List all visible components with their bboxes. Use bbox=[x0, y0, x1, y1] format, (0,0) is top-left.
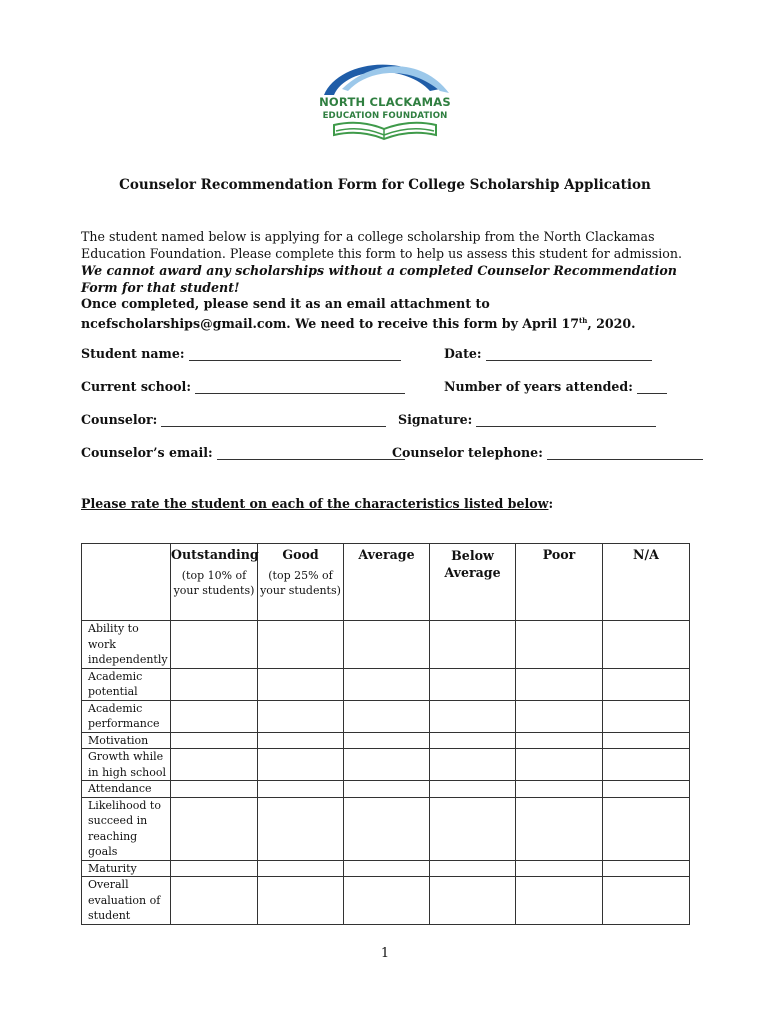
table-row bbox=[82, 797, 690, 860]
signature-label: Signature: bbox=[398, 412, 473, 427]
rating-cell[interactable] bbox=[516, 877, 603, 925]
rating-cell[interactable] bbox=[258, 877, 344, 925]
counselor-line[interactable] bbox=[161, 416, 386, 427]
rating-rows bbox=[82, 621, 690, 925]
rating-cell[interactable] bbox=[516, 732, 603, 749]
rating-cell[interactable] bbox=[603, 668, 690, 700]
counselor-email-label: Counselor’s email: bbox=[81, 445, 213, 460]
rating-cell[interactable] bbox=[430, 621, 516, 669]
rating-cell[interactable] bbox=[603, 621, 690, 669]
current-school-label: Current school: bbox=[81, 379, 191, 394]
criteria-cell: Maturity bbox=[82, 860, 171, 877]
criteria-cell: Growth while in high school bbox=[82, 749, 171, 781]
form-title: Counselor Recommendation Form for College Scholarship Application bbox=[119, 177, 651, 193]
rating-cell[interactable] bbox=[344, 700, 430, 732]
submission-date-end: , 2020. bbox=[587, 316, 636, 331]
rating-cell[interactable] bbox=[603, 749, 690, 781]
rating-cell[interactable] bbox=[258, 749, 344, 781]
signature-field[interactable] bbox=[398, 412, 656, 427]
rating-cell[interactable] bbox=[344, 621, 430, 669]
counselor-telephone-field[interactable] bbox=[392, 445, 703, 460]
current-school-line[interactable] bbox=[195, 383, 405, 394]
rating-cell[interactable] bbox=[171, 860, 258, 877]
rating-cell[interactable] bbox=[171, 797, 258, 860]
logo-text-line1: NORTH CLACKAMAS bbox=[319, 95, 451, 109]
col-label: Outstanding bbox=[171, 547, 259, 562]
counselor-telephone-label: Counselor telephone: bbox=[392, 445, 543, 460]
rating-cell[interactable] bbox=[603, 877, 690, 925]
rating-cell[interactable] bbox=[603, 797, 690, 860]
criteria-cell: Academic potential bbox=[82, 668, 171, 700]
student-name-label: Student name: bbox=[81, 346, 185, 361]
current-school-field[interactable] bbox=[81, 379, 405, 394]
years-attended-field[interactable] bbox=[444, 379, 667, 394]
student-name-field[interactable] bbox=[81, 346, 401, 361]
signature-line[interactable] bbox=[476, 416, 656, 427]
student-name-line[interactable] bbox=[189, 350, 401, 361]
submission-instructions bbox=[81, 295, 691, 332]
rating-cell[interactable] bbox=[171, 749, 258, 781]
criteria-cell: Ability to work independently bbox=[82, 621, 171, 669]
rating-heading-colon: : bbox=[548, 496, 554, 511]
rating-cell[interactable] bbox=[171, 621, 258, 669]
rating-cell[interactable] bbox=[516, 860, 603, 877]
counselor-email-line[interactable] bbox=[217, 449, 405, 460]
rating-cell[interactable] bbox=[258, 668, 344, 700]
rating-cell[interactable] bbox=[430, 877, 516, 925]
rating-cell[interactable] bbox=[430, 700, 516, 732]
rating-cell[interactable] bbox=[258, 700, 344, 732]
rating-cell[interactable] bbox=[430, 749, 516, 781]
table-row bbox=[82, 749, 690, 781]
logo-text-line2: EDUCATION FOUNDATION bbox=[322, 111, 448, 121]
criteria-cell: Academic performance bbox=[82, 700, 171, 732]
col-note: (top 25% of your students) bbox=[260, 569, 341, 597]
rating-cell[interactable] bbox=[344, 877, 430, 925]
counselor-telephone-line[interactable] bbox=[547, 449, 703, 460]
rating-cell[interactable] bbox=[171, 877, 258, 925]
rating-cell[interactable] bbox=[516, 621, 603, 669]
col-header-outstanding bbox=[171, 544, 258, 621]
rating-cell[interactable] bbox=[430, 781, 516, 798]
intro-emphasis: We cannot award any scholarships without a completed Counselor Recommendation Form for that student! bbox=[81, 263, 677, 295]
rating-cell[interactable] bbox=[516, 700, 603, 732]
foundation-logo bbox=[318, 55, 452, 150]
intro-text: The student named below is applying for a college scholarship from the North Clackamas Education Foundation. Please complete this form to help us assess this student for admission. bbox=[81, 229, 682, 261]
table-row bbox=[82, 668, 690, 700]
col-header-poor bbox=[516, 544, 603, 621]
counselor-label: Counselor: bbox=[81, 412, 158, 427]
rating-cell[interactable] bbox=[603, 860, 690, 877]
table-row bbox=[82, 877, 690, 925]
rating-cell[interactable] bbox=[430, 797, 516, 860]
counselor-email-field[interactable] bbox=[81, 445, 405, 460]
col-note: (top 10% of your students) bbox=[173, 569, 255, 597]
rating-cell[interactable] bbox=[344, 781, 430, 798]
rating-heading-text: Please rate the student on each of the characteristics listed below bbox=[81, 496, 549, 511]
col-header-na bbox=[603, 544, 690, 621]
rating-cell[interactable] bbox=[344, 732, 430, 749]
counselor-field[interactable] bbox=[81, 412, 386, 427]
rating-cell[interactable] bbox=[258, 621, 344, 669]
page-number: 1 bbox=[380, 946, 390, 961]
years-attended-label: Number of years attended: bbox=[444, 379, 633, 394]
rating-cell[interactable] bbox=[258, 860, 344, 877]
table-header-row bbox=[82, 544, 690, 621]
criteria-header-cell bbox=[82, 544, 171, 621]
rating-cell[interactable] bbox=[258, 797, 344, 860]
rating-cell[interactable] bbox=[344, 668, 430, 700]
rating-cell[interactable] bbox=[171, 668, 258, 700]
rating-cell[interactable] bbox=[171, 781, 258, 798]
date-field[interactable] bbox=[444, 346, 652, 361]
rating-cell[interactable] bbox=[516, 781, 603, 798]
rating-cell[interactable] bbox=[258, 732, 344, 749]
table-row bbox=[82, 621, 690, 669]
rating-cell[interactable] bbox=[171, 732, 258, 749]
col-label: Good bbox=[282, 547, 319, 562]
date-line[interactable] bbox=[486, 350, 652, 361]
rating-table bbox=[81, 543, 690, 925]
rating-cell[interactable] bbox=[171, 700, 258, 732]
rating-cell[interactable] bbox=[516, 797, 603, 860]
col-label: Average bbox=[358, 547, 415, 562]
table-row bbox=[82, 700, 690, 732]
intro-paragraph bbox=[81, 228, 691, 296]
rating-cell[interactable] bbox=[430, 860, 516, 877]
criteria-cell: Overall evaluation of student bbox=[82, 877, 171, 925]
criteria-cell: Motivation bbox=[82, 732, 171, 749]
rating-cell[interactable] bbox=[603, 732, 690, 749]
col-label: Below Average bbox=[444, 548, 501, 580]
rating-cell[interactable] bbox=[344, 860, 430, 877]
rating-cell[interactable] bbox=[430, 732, 516, 749]
rating-cell[interactable] bbox=[516, 668, 603, 700]
criteria-cell: Likelihood to succeed in reaching goals bbox=[82, 797, 171, 860]
rating-cell[interactable] bbox=[344, 749, 430, 781]
submission-superscript: th bbox=[578, 316, 588, 325]
table-row bbox=[82, 732, 690, 749]
rating-cell[interactable] bbox=[258, 781, 344, 798]
col-header-below-average bbox=[430, 544, 516, 621]
col-label: N/A bbox=[633, 547, 659, 562]
table-row bbox=[82, 860, 690, 877]
rating-cell[interactable] bbox=[430, 668, 516, 700]
rating-cell[interactable] bbox=[516, 749, 603, 781]
col-header-average bbox=[344, 544, 430, 621]
criteria-cell: Attendance bbox=[82, 781, 171, 798]
years-attended-line[interactable] bbox=[637, 383, 667, 394]
rating-cell[interactable] bbox=[344, 797, 430, 860]
table-row bbox=[82, 781, 690, 798]
rating-heading bbox=[81, 496, 553, 511]
col-label: Poor bbox=[542, 547, 576, 562]
rating-cell[interactable] bbox=[603, 700, 690, 732]
rating-cell[interactable] bbox=[603, 781, 690, 798]
submission-text: Once completed, please send it as an email attachment to ncefscholarships@gmail.com. We need to receive this form by April 17 bbox=[81, 296, 579, 331]
col-header-good bbox=[258, 544, 344, 621]
date-label: Date: bbox=[444, 346, 482, 361]
